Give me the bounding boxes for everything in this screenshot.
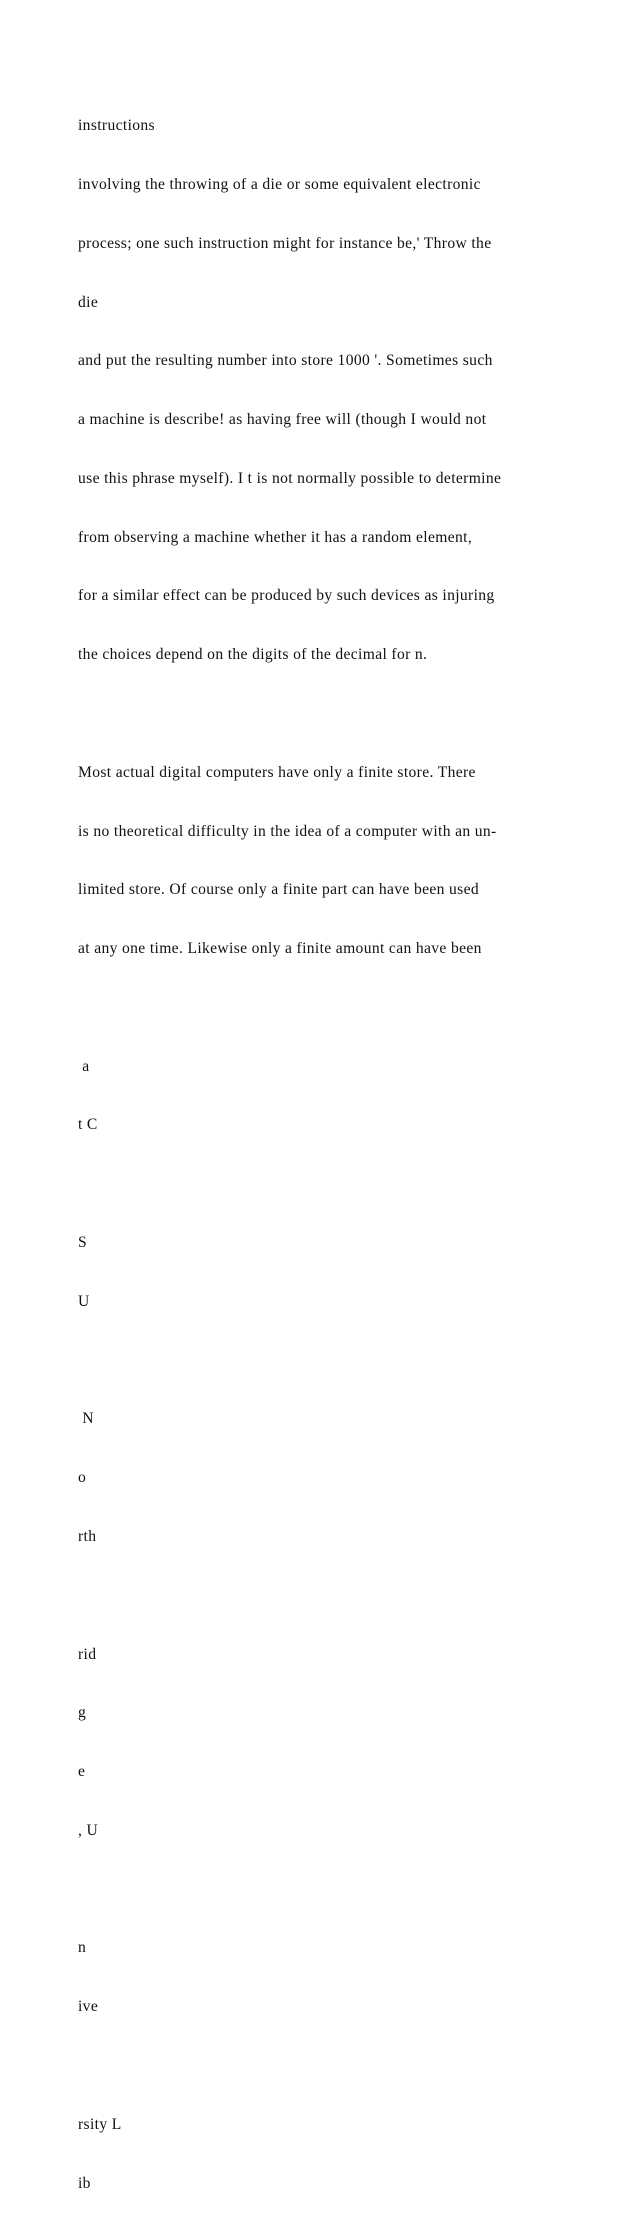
text-line: and put the resulting number into store 1000 '. Sometimes such — [78, 352, 493, 370]
paragraph-gap — [78, 1351, 618, 1371]
fragment-line: , U — [78, 1821, 99, 1839]
fragment-line: e — [78, 1763, 86, 1781]
text-line: a machine is describe! as having free will (though I would not — [78, 411, 487, 429]
paragraph-gap — [78, 2056, 618, 2076]
text-line: from observing a machine whether it has a random element, — [78, 528, 473, 546]
fragment-line: a — [78, 1057, 90, 1075]
text-line: process; one such instruction might for instance be,' Throw the — [78, 234, 492, 252]
paragraph-gap — [78, 998, 618, 1018]
fragment-line: S — [78, 1234, 88, 1252]
text-line: limited store. Of course only a finite part can have been used — [78, 881, 480, 899]
fragment-line: ib — [78, 2174, 91, 2192]
text-line: instructions — [78, 117, 155, 135]
text-line: Most actual digital computers have only a finite store. There — [78, 763, 476, 781]
fragment-line: rid — [78, 1645, 97, 1663]
text-line: die — [78, 293, 99, 311]
paragraph-gap — [78, 1174, 618, 1194]
document-text — [78, 77, 618, 2232]
fragment-line: N — [78, 1410, 94, 1428]
fragment-line: U — [78, 1292, 90, 1310]
text-line: use this phrase myself). I t is not normally possible to determine — [78, 469, 502, 487]
paragraph-gap — [78, 704, 618, 724]
text-line: for a similar effect can be produced by such devices as injuring — [78, 587, 495, 605]
fragment-line: t C — [78, 1116, 98, 1134]
text-line: the choices depend on the digits of the decimal for n. — [78, 646, 428, 664]
fragment-line: n — [78, 1939, 87, 1957]
paragraph-gap — [78, 1880, 618, 1900]
text-line: involving the throwing of a die or some equivalent electronic — [78, 175, 481, 193]
fragment-line: rth — [78, 1527, 97, 1545]
fragment-line: rsity L — [78, 2115, 122, 2133]
fragment-line: ive — [78, 1998, 99, 2016]
paragraph-gap — [78, 1586, 618, 1606]
text-line: at any one time. Likewise only a finite amount can have been — [78, 940, 482, 958]
text-line: is no theoretical difficulty in the idea of a computer with an un- — [78, 822, 497, 840]
fragment-line: o — [78, 1469, 87, 1487]
fragment-line: g — [78, 1704, 87, 1722]
